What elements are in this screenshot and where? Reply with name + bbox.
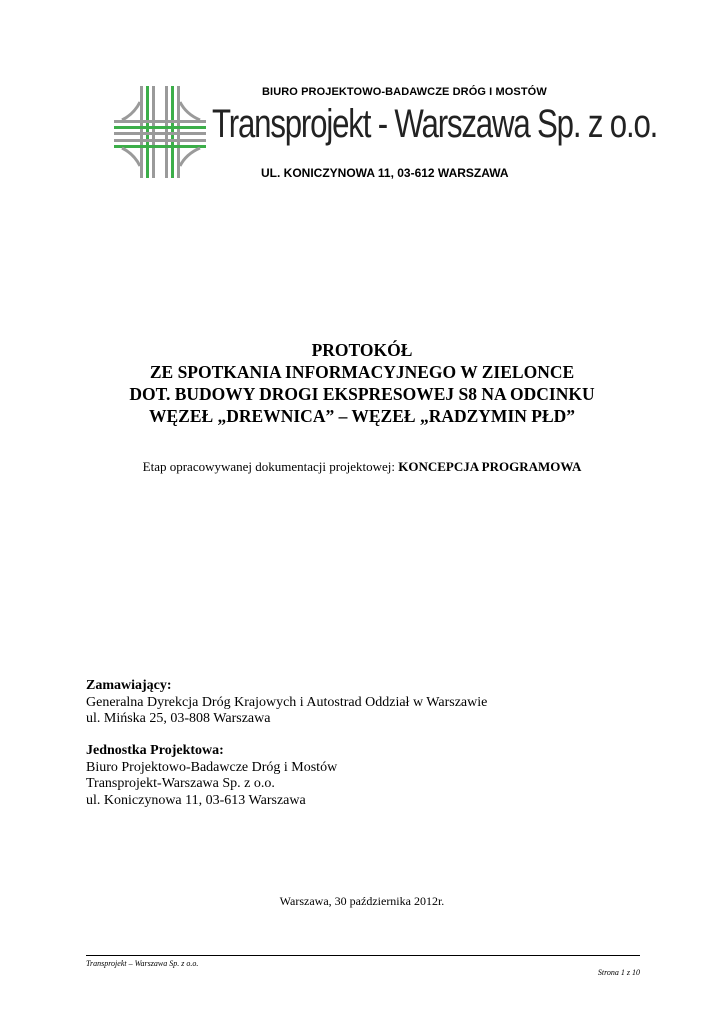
- brand-name: Transprojekt - Warszawa Sp. z o.o.: [212, 102, 658, 146]
- title-line-2: ZE SPOTKANIA INFORMACYJNEGO W ZIELONCE: [149, 362, 575, 382]
- document-title: [0, 339, 724, 427]
- header-org-name: BIURO PROJEKTOWO-BADAWCZE DRÓG I MOSTÓW: [262, 86, 547, 98]
- stage-label: Etap opracowywanej dokumentacji projektowej:: [142, 459, 395, 474]
- footer-company: Transprojekt – Warszawa Sp. z o.o.: [86, 959, 199, 968]
- client-heading: Zamawiający:: [86, 678, 172, 693]
- title-line-1: PROTOKÓŁ: [311, 340, 413, 360]
- designer-heading: Jednostka Projektowa:: [86, 743, 224, 758]
- title-line-4: WĘZEŁ „DREWNICA” – WĘZEŁ „RADZYMIN PŁD”: [148, 406, 576, 426]
- header-address: UL. KONICZYNOWA 11, 03-612 WARSZAWA: [261, 166, 509, 180]
- client-block: [86, 678, 487, 728]
- designer-block: [86, 743, 337, 809]
- client-line-1: Generalna Dyrekcja Dróg Krajowych i Autostrad Oddział w Warszawie: [86, 694, 488, 710]
- page-number: Strona 1 z 10: [597, 968, 640, 977]
- stage-value: KONCEPCJA PROGRAMOWA: [398, 459, 582, 474]
- footer-divider: [86, 955, 640, 956]
- title-line-3: DOT. BUDOWY DROGI EKSPRESOWEJ S8 NA ODCINKU: [129, 384, 595, 404]
- document-date: Warszawa, 30 października 2012r.: [279, 894, 445, 908]
- designer-line-1: Biuro Projektowo-Badawcze Dróg i Mostów: [86, 759, 338, 775]
- client-line-2: ul. Mińska 25, 03-808 Warszawa: [86, 711, 271, 726]
- designer-line-3: ul. Koniczynowa 11, 03-613 Warszawa: [86, 792, 306, 808]
- designer-line-2: Transprojekt-Warszawa Sp. z o.o.: [86, 776, 275, 791]
- transprojekt-logo: [112, 84, 208, 180]
- project-stage: [0, 459, 724, 475]
